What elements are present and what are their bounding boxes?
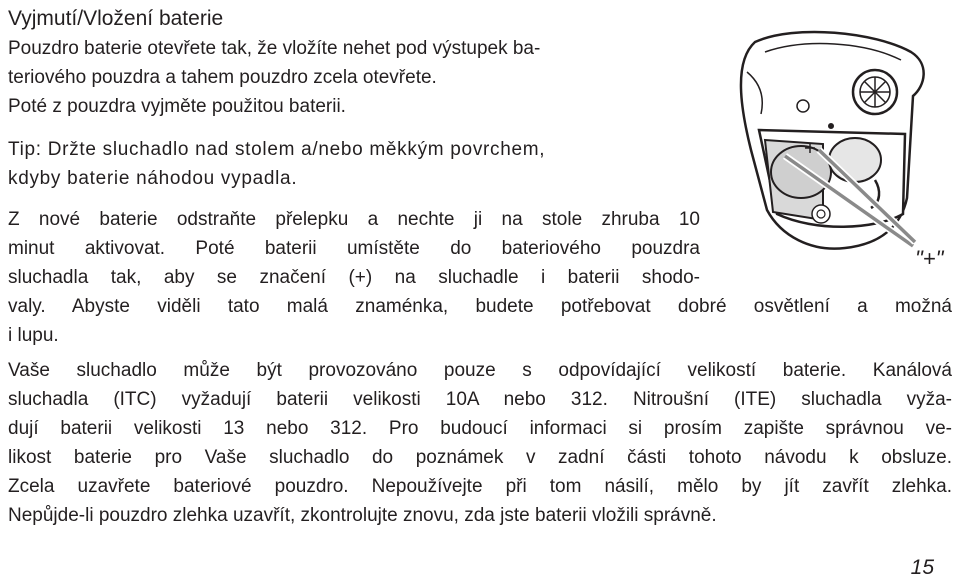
text-line: kdyby baterie náhodou vypadla. xyxy=(8,168,298,189)
paragraph-insert-battery-cont xyxy=(8,292,952,350)
text-line: i lupu. xyxy=(8,325,59,346)
text-line: teriového pouzdra a tahem pouzdro zcela otevřete. xyxy=(8,67,437,88)
text-line: Z nové baterie odstraňte přelepku a nechte ji na stole zhruba 10 xyxy=(8,209,700,230)
paragraph-insert-battery xyxy=(8,205,700,292)
paragraph-battery-size xyxy=(8,356,952,530)
text-line: Tip: Držte sluchadlo nad stolem a/nebo měkkým povrchem, xyxy=(8,139,546,160)
text-line: likost baterie pro Vaše sluchadlo do poznámek v zadní části tohoto návodu k obsluze. xyxy=(8,447,952,468)
text-line: Zcela uzavřete bateriové pouzdro. Nepoužívejte při tom násilí, mělo by jít zavřít zlehka. xyxy=(8,476,952,497)
text-line: Pouzdro baterie otevřete tak, že vložíte nehet pod výstupek ba- xyxy=(8,38,541,59)
text-line: valy. Abyste viděli tato malá znaménka, budete potřebovat dobré osvětlení a možná xyxy=(8,296,952,317)
text-line: Vaše sluchadlo může být provozováno pouze s odpovídající velikostí baterie. Kanálová xyxy=(8,360,952,381)
plus-sign-callout: "+" xyxy=(915,246,944,271)
hearing-aid-battery-illustration xyxy=(725,30,957,270)
paragraph-open-case xyxy=(8,34,698,121)
text-line: dují baterii velikosti 13 nebo 312. Pro budoucí informaci si prosím zapište správnou ve- xyxy=(8,418,952,439)
page-number: 15 xyxy=(910,556,934,579)
text-line: sluchadla (ITC) vyžadují baterii velikosti 10A nebo 312. Nitroušní (ITE) sluchadla vyža- xyxy=(8,389,952,410)
text-line: sluchadla tak, aby se značení (+) na sluchadle i baterii shodo- xyxy=(8,267,700,288)
text-line: Poté z pouzdra vyjměte použitou baterii. xyxy=(8,96,346,117)
paragraph-tip xyxy=(8,135,698,193)
text-line: minut aktivovat. Poté baterii umístěte do bateriového pouzdra xyxy=(8,238,700,259)
section-heading: Vyjmutí/Vložení baterie xyxy=(8,7,224,30)
text-line: Nepůjde-li pouzdro zlehka uzavřít, zkontrolujte znovu, zda jste baterii vložili správně. xyxy=(8,505,717,526)
